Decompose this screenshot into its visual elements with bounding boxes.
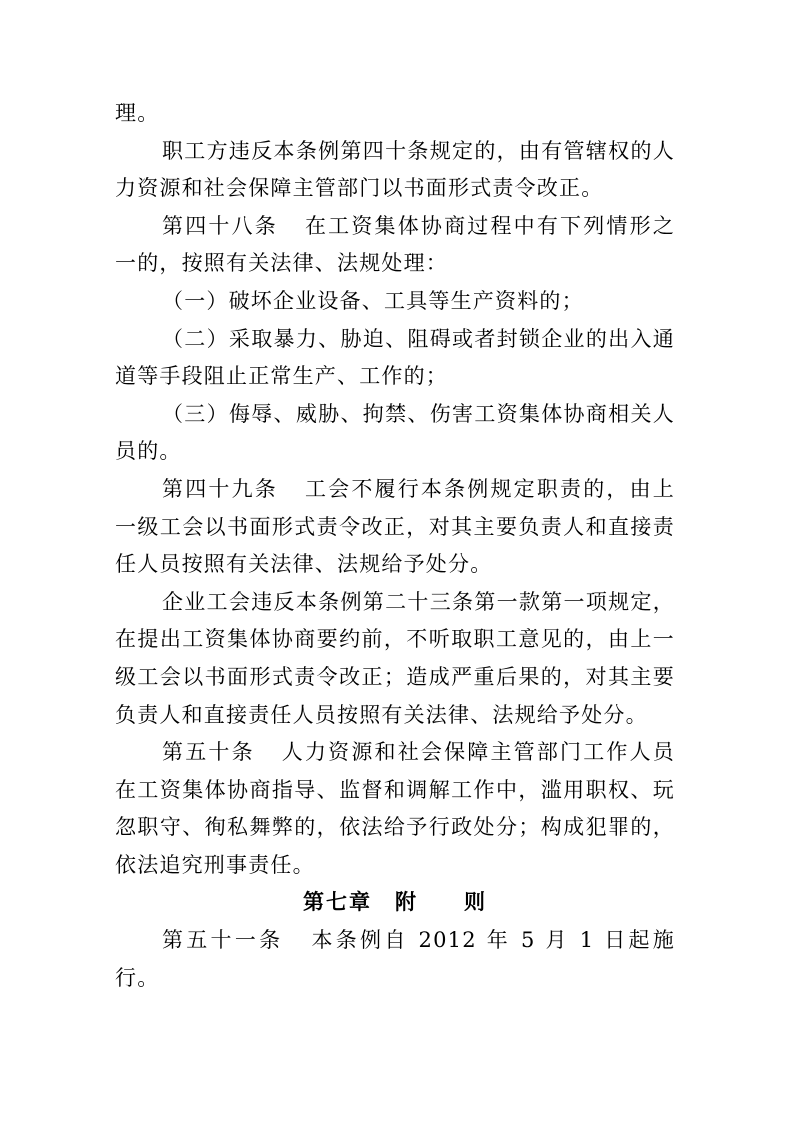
item-text: （三）侮辱、威胁、拘禁、伤害工资集体协商相关人员的。 xyxy=(115,401,675,464)
paragraph-continuation xyxy=(115,95,675,133)
article-text: 工会不履行本条例规定职责的，由上一级工会以书面形式责令改正，对其主要负责人和直接责任人员按照有关法律、法规给予处分。 xyxy=(115,476,675,577)
article-number: 第四十九条 xyxy=(162,476,278,501)
article-number: 第五十一条 xyxy=(162,928,284,953)
item-text: （一）破坏企业设备、工具等生产资料的； xyxy=(162,288,584,313)
paragraph-union-violation xyxy=(115,584,675,734)
paragraph-employee-violation xyxy=(115,133,675,208)
document-body xyxy=(115,95,675,997)
chapter-title: 第七章 附 则 xyxy=(303,890,487,915)
article-number: 第五十条 xyxy=(162,740,255,765)
article-48-item-3 xyxy=(115,396,675,471)
article-48-item-2 xyxy=(115,321,675,396)
article-49 xyxy=(115,471,675,584)
article-51 xyxy=(115,922,675,997)
item-text: （二）采取暴力、胁迫、阻碍或者封锁企业的出入通道等手段阻止正常生产、工作的； xyxy=(115,326,675,389)
article-text: 人力资源和社会保障主管部门工作人员在工资集体协商指导、监督和调解工作中，滥用职权、玩忽职守、徇私舞弊的，依法给予行政处分；构成犯罪的，依法追究刑事责任。 xyxy=(115,740,675,877)
article-text: 本条例自 2012 年 5 月 1 日起施行。 xyxy=(115,928,676,990)
paragraph-text: 企业工会违反本条例第二十三条第一款第一项规定，在提出工资集体协商要约前，不听取职工意见的，由上一级工会以书面形式责令改正；造成严重后果的，对其主要负责人和直接责任人员按照有关法律、法规给予处分。 xyxy=(115,589,675,727)
paragraph-text: 理。 xyxy=(115,101,160,125)
article-48-item-1 xyxy=(115,283,675,321)
article-48 xyxy=(115,208,675,283)
article-text: 在工资集体协商过程中有下列情形之一的，按照有关法律、法规处理： xyxy=(115,213,675,276)
article-50 xyxy=(115,734,675,884)
paragraph-text: 职工方违反本条例第四十条规定的，由有管辖权的人力资源和社会保障主管部门以书面形式责令改正。 xyxy=(115,138,675,201)
article-number: 第四十八条 xyxy=(162,213,278,238)
